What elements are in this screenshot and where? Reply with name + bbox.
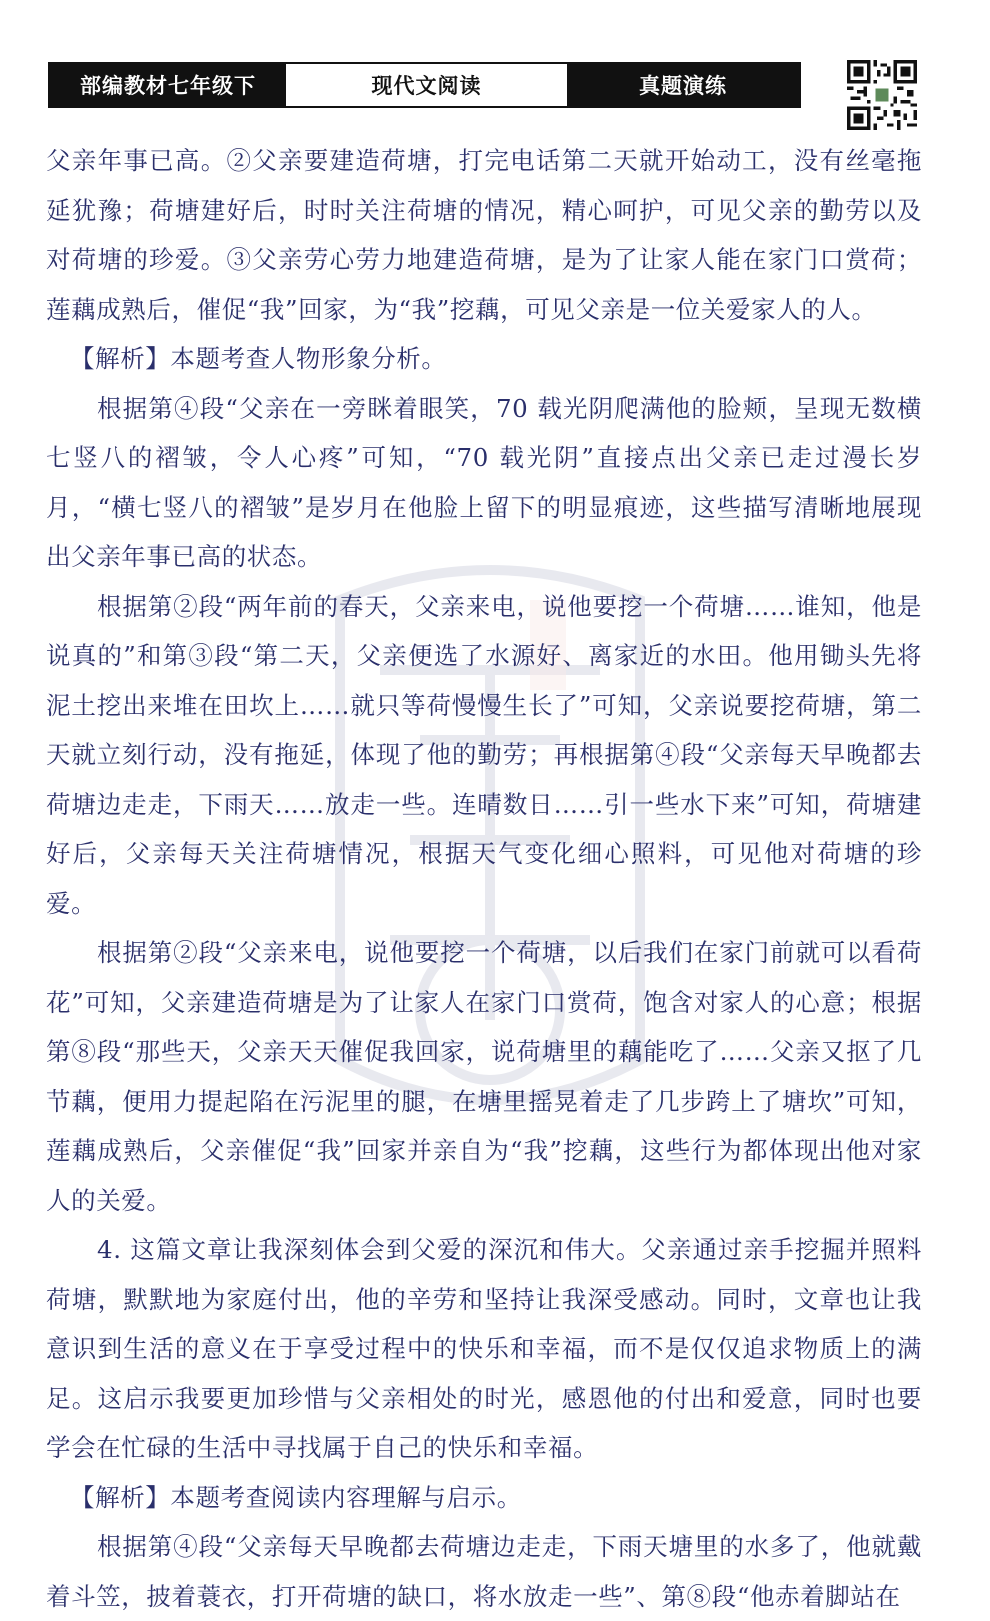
header-section-label: 现代文阅读 <box>286 64 567 106</box>
analysis-paragraph: 根据第④段“父亲在一旁眯着眼笑，70 载光阴爬满他的脸颊，呈现无数横七竖八的褶皱，令人心疼”可知，“70 载光阴”直接点出父亲已走过漫长岁月，“横七竖八的褶皱”是岁月在他脸上留下的明显痕迹，这些描写清晰地展现出父亲年事已高的状态。 <box>46 393 922 571</box>
analysis-paragraph: 根据第②段“父亲来电，说他要挖一个荷塘，以后我们在家门前就可以看荷花”可知，父亲建造荷塘是为了让家人在家门口赏荷，饱含对家人的心意；根据第⑧段“那些天，父亲天天催促我回家，说荷塘里的藕能吃了……父亲又抠了几节藕，便用力提起陷在污泥里的腿，在塘里摇晃着走了几步跨上了塘坎”可知，莲藕成熟后，父亲催促“我”回家并亲自为“我”挖藕，这些行为都体现出他对家人的关爱。 <box>46 938 922 1215</box>
analysis-heading: 【解析】本题考查人物形象分析。 <box>70 344 447 373</box>
qr-code-icon <box>847 60 917 130</box>
answer-content <box>46 136 922 1621</box>
answer-paragraph: 4. 这篇文章让我深刻体会到父爱的深沉和伟大。父亲通过亲手挖掘并照料荷塘，默默地为家庭付出，他的辛劳和坚持让我深受感动。同时，文章也让我意识到生活的意义在于享受过程中的快乐和幸福，而不是仅仅追求物质上的满足。这启示我要更加珍惜与父亲相处的时光，感恩他的付出和爱意，同时也要学会在忙碌的生活中寻找属于自己的快乐和幸福。 <box>46 1235 922 1462</box>
header-grade-label: 部编教材七年级下 <box>50 64 286 106</box>
answer-paragraph: 父亲年事已高。②父亲要建造荷塘，打完电话第二天就开始动工，没有丝毫拖延犹豫；荷塘建好后，时时关注荷塘的情况，精心呵护，可见父亲的勤劳以及对荷塘的珍爱。③父亲劳心劳力地建造荷塘，是为了让家人能在家门口赏荷；莲藕成熟后，催促“我”回家，为“我”挖藕，可见父亲是一位关爱家人的人。 <box>46 146 922 324</box>
analysis-paragraph: 根据第④段“父亲每天早晚都去荷塘边走走，下雨天塘里的水多了，他就戴着斗笠，披着蓑衣，打开荷塘的缺口，将水放走一些”、第⑧段“他赤着脚站在 <box>46 1532 922 1611</box>
header-practice-label: 真题演练 <box>567 64 799 106</box>
header-bar <box>48 62 801 108</box>
analysis-heading: 【解析】本题考查阅读内容理解与启示。 <box>70 1482 522 1512</box>
analysis-paragraph: 根据第②段“两年前的春天，父亲来电，说他要挖一个荷塘……谁知，他是说真的”和第③段“第二天，父亲便选了水源好、离家近的水田。他用锄头先将泥土挖出来堆在田坎上……就只等荷慢慢生长了”可知，父亲说要挖荷塘，第二天就立刻行动，没有拖延，体现了他的勤劳；再根据第④段“父亲每天早晚都去荷塘边走走，下雨天……放走一些。连晴数日……引一些水下来”可知，荷塘建好后，父亲每天关注荷塘情况，根据天气变化细心照料，可见他对荷塘的珍爱。 <box>46 591 922 918</box>
